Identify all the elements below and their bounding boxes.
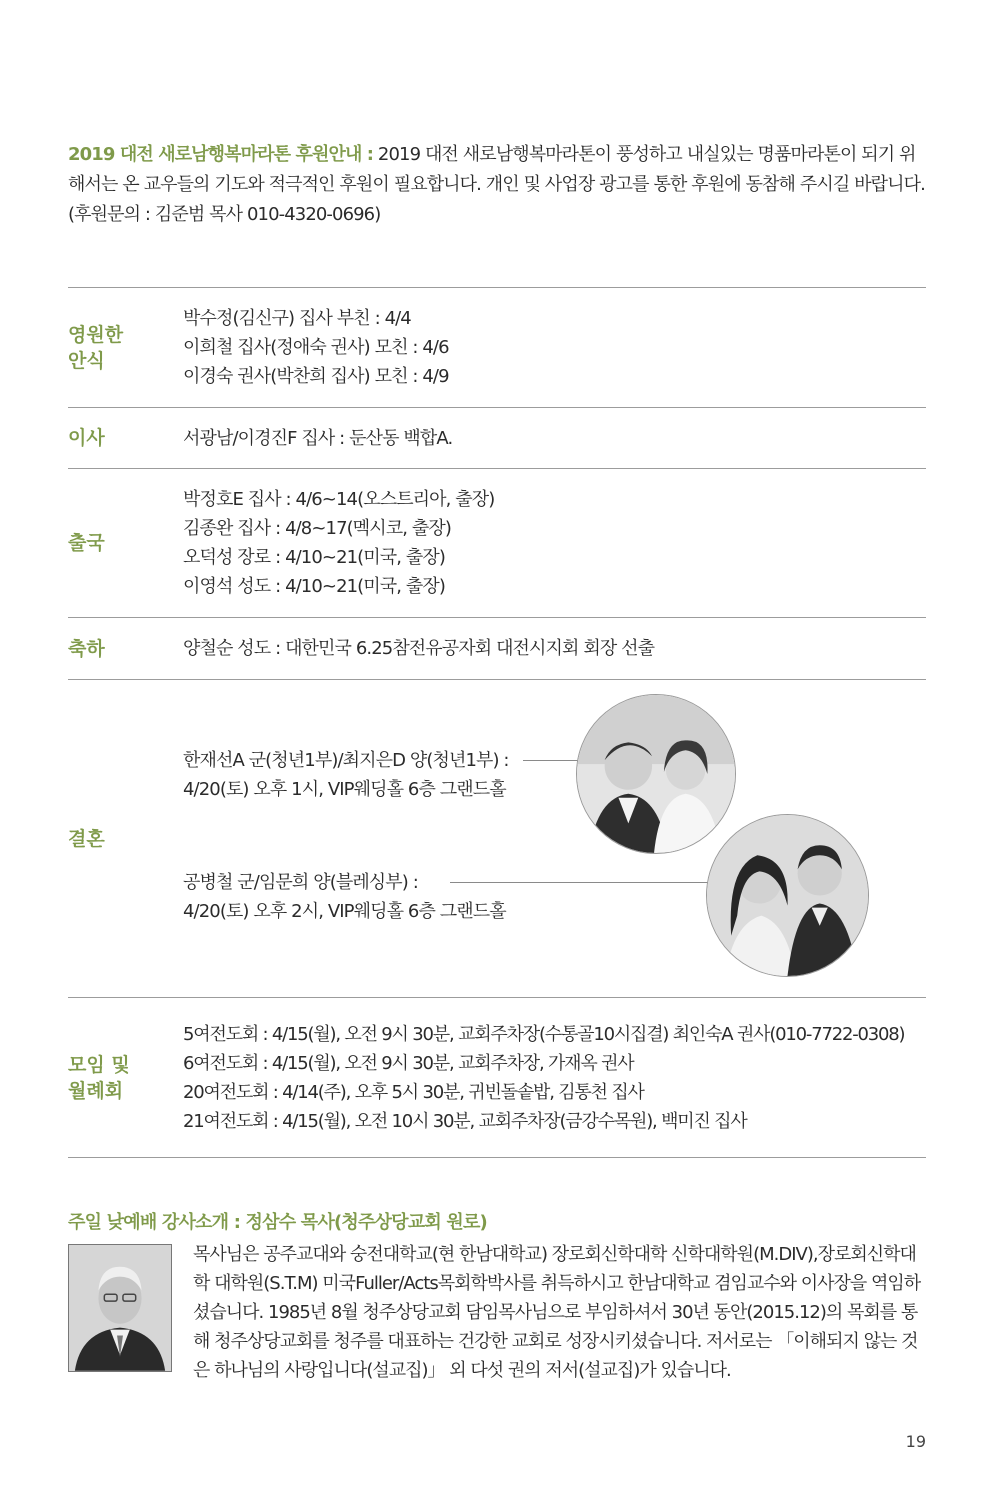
row-content-condolence <box>183 288 926 407</box>
wedding-1-line-2: 4/20(토) 오후 1시, VIP웨딩홀 6층 그랜드홀 <box>183 779 506 800</box>
church-news-table <box>68 287 926 1158</box>
row-content-meetings <box>183 998 926 1157</box>
row-departure <box>68 468 926 617</box>
row-label-moving <box>68 408 168 468</box>
wedding-2-line-2: 4/20(토) 오후 2시, VIP웨딩홀 6층 그랜드홀 <box>183 901 506 922</box>
row-content-congratulations <box>183 618 926 679</box>
marathon-sponsorship-notice <box>68 140 926 230</box>
moving-line-1: 서광남/이경진F 집사 : 둔산동 백합A. <box>183 427 453 449</box>
notice-title: 2019 대전 새로남행복마라톤 후원안내 : <box>68 144 374 165</box>
departure-line-1: 박정호E 집사 : 4/6~14(오스트리아, 출장) <box>183 489 495 510</box>
departure-line-2: 김종완 집사 : 4/8~17(멕시코, 출장) <box>183 518 451 539</box>
wedding-entry-2 <box>183 868 506 926</box>
wedding-2-leader-line <box>450 882 708 883</box>
condolence-line-1: 박수정(김신구) 집사 부친 : 4/4 <box>183 308 411 329</box>
row-content-moving <box>183 408 926 468</box>
speaker-biography: 목사님은 공주교대와 숭전대학교(현 한남대학교) 장로회신학대학 신학대학원(M.DIV),장로회신학대학 대학원(S.T.M) 미국Fuller/Acts목회학박사를 취득하시고 한남대학교 겸임교수와 이사장을 역임하셨습니다. 1985년 8월 청주상당교회 담임목사님으로 부임하셔서 30년 동안(2015.12)의 목회를 통해 청주상당교회를 청주를 대표하는 건강한 교회로 성장시키셨습니다. 저서로는 「이해되지 않는 것은 하나님의 사랑입니다(설교집)」 외 다섯 권의 저서(설교집)가 있습니다. <box>193 1244 921 1381</box>
wedding-couple-photo-1 <box>576 694 736 854</box>
wedding-entry-1 <box>183 746 509 804</box>
meeting-line-4: 21여전도회 : 4/15(월), 오전 10시 30분, 교회주차장(금강수목원), 백미진 집사 <box>183 1110 747 1132</box>
row-meetings <box>68 997 926 1158</box>
row-wedding <box>68 679 926 997</box>
speaker-portrait <box>68 1244 172 1372</box>
notice-body: 2019 대전 새로남행복마라톤이 풍성하고 내실있는 명품마라톤이 되기 위해서는 온 교우들의 기도와 적극적인 후원이 필요합니다. 개인 및 사업장 광고를 통한 후원에 동참해 주시길 바랍니다. (후원문의 : 김준범 목사 010-4320-0696) <box>68 144 925 225</box>
label-text: 축하 <box>68 637 105 660</box>
label-text: 출국 <box>68 532 105 554</box>
row-label-meetings <box>68 998 168 1157</box>
speaker-intro-title: 주일 낮예배 강사소개 : 정삼수 목사(청주상당교회 원로) <box>68 1212 487 1233</box>
congratulations-line-1: 양철순 성도 : 대한민국 6.25참전유공자회 대전시지회 회장 선출 <box>183 638 655 659</box>
departure-line-3: 오덕성 장로 : 4/10~21(미국, 출장) <box>183 547 446 568</box>
couple-2-illustration <box>707 815 868 976</box>
label-text: 결혼 <box>68 827 105 850</box>
meeting-line-3: 20여전도회 : 4/14(주), 오후 5시 30분, 귀빈돌솥밥, 김통천 집사 <box>183 1081 644 1103</box>
row-label-departure <box>68 469 168 617</box>
wedding-couple-photo-2 <box>706 814 869 977</box>
condolence-line-3: 이경숙 권사(박찬희 집사) 모친 : 4/9 <box>183 366 449 387</box>
row-condolence <box>68 287 926 407</box>
page-number: 19 <box>905 1432 926 1451</box>
wedding-1-leader-line <box>523 760 578 761</box>
wedding-2-line-1: 공병철 군/임문희 양(블레싱부) : <box>183 872 418 893</box>
row-label-condolence <box>68 288 168 407</box>
wedding-1-line-1: 한재선A 군(청년1부)/최지은D 양(청년1부) : <box>183 750 509 771</box>
row-content-departure <box>183 469 926 617</box>
label-text: 영원한 안식 <box>68 323 124 372</box>
row-congratulations <box>68 617 926 679</box>
row-label-congratulations <box>68 618 168 679</box>
meeting-line-2: 6여전도회 : 4/15(월), 오전 9시 30분, 교회주차장, 가재옥 권사 <box>183 1052 634 1074</box>
row-label-wedding <box>68 680 168 997</box>
couple-1-illustration <box>577 695 735 853</box>
row-moving <box>68 407 926 468</box>
departure-line-4: 이영석 성도 : 4/10~21(미국, 출장) <box>183 576 446 597</box>
speaker-portrait-illustration <box>69 1245 171 1371</box>
label-text: 이사 <box>68 427 105 449</box>
label-text: 모임 및 월례회 <box>68 1053 130 1102</box>
meeting-line-1: 5여전도회 : 4/15(월), 오전 9시 30분, 교회주차장(수통골10시집결) 최인숙A 권사(010-7722-0308) <box>183 1023 905 1045</box>
condolence-line-2: 이희철 집사(정애숙 권사) 모친 : 4/6 <box>183 337 449 358</box>
